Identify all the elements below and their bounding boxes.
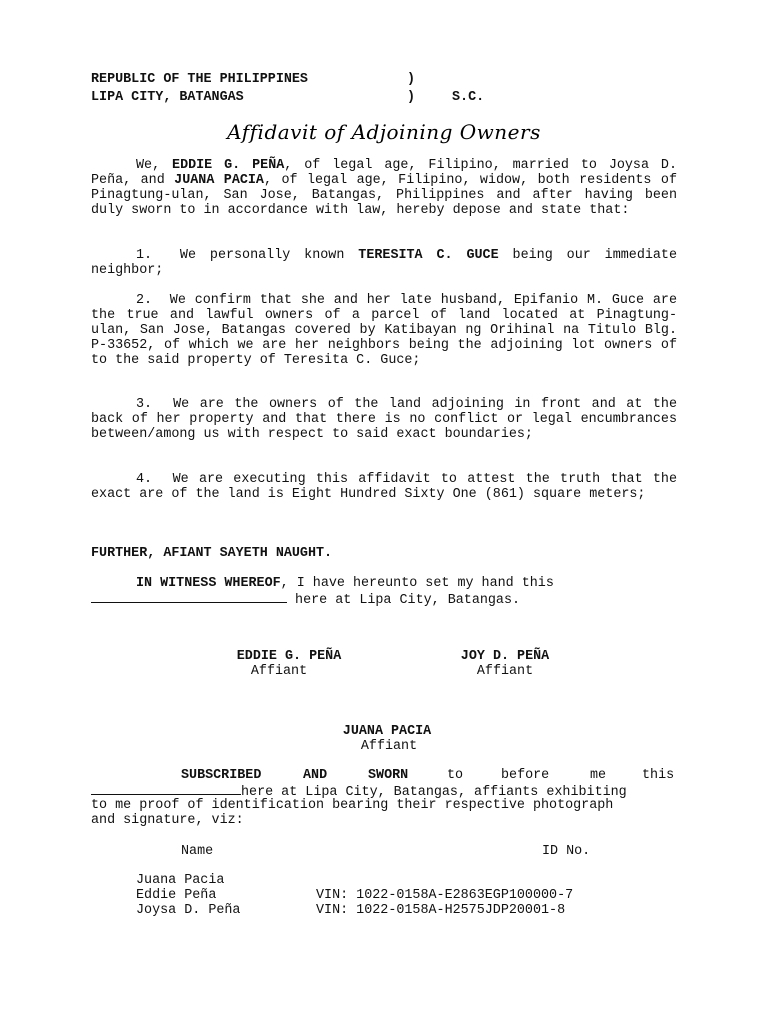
item-3-paragraph <box>91 397 677 442</box>
item-3-text: We are the owners of the land adjoining in front and at the back of her property and that there is no conflict or legal encumbrances between/among us with respect to said exact boundaries; <box>91 397 678 442</box>
jurat-line-2-text: here at Lipa City, Batangas, affiants exhibiting <box>241 785 627 800</box>
signatory-2-name: JOY D. PEÑA <box>460 649 550 664</box>
item-3-number: 3. <box>136 397 153 412</box>
id-row-3-name: Joysa D. Peña <box>136 903 241 918</box>
item-1-text-post: being our immediate neighbor; <box>91 248 678 278</box>
item-1-paragraph <box>91 248 677 278</box>
jurat-me: me <box>590 768 607 783</box>
signatory-1-role: Affiant <box>250 664 308 679</box>
jurat-to: to <box>447 768 464 783</box>
item-2-paragraph <box>91 293 677 368</box>
jurat-date-blank <box>91 783 241 795</box>
header-city: LIPA CITY, BATANGAS <box>91 90 244 105</box>
witness-after-blank: here at Lipa City, Batangas. <box>287 593 521 608</box>
signatory-3-name: JUANA PACIA <box>342 724 432 739</box>
jurat-line-4: and signature, viz: <box>91 813 244 828</box>
item-2-text: We confirm that she and her late husband, Epifanio M. Guce are the true and lawful owners of a parcel of land located at Pinagtung-ulan, San Jose, Batangas covered by Katibayan ng Orihinal na Titulo Blg. P-33652, of which we are her neighbors being the adjoining lot owners of to the said property of Teresita C. Guce; <box>91 293 678 368</box>
jurat-before: before <box>501 768 550 783</box>
header-republic: REPUBLIC OF THE PHILIPPINES <box>91 72 308 87</box>
witness-paragraph <box>91 576 677 608</box>
id-row-2-name: Eddie Peña <box>136 888 217 903</box>
document-title: Affidavit of Adjoining Owners <box>227 120 541 144</box>
item-1-number: 1. <box>136 248 153 263</box>
jurat-line-3: to me proof of identification bearing their respective photograph <box>91 798 614 813</box>
header-bracket-2: ) <box>407 90 416 105</box>
intro-paragraph <box>91 158 677 218</box>
id-row-2-id: VIN: 1022-0158A-E2863EGP100000-7 <box>316 888 574 903</box>
neighbor-name: TERESITA C. GUCE <box>358 248 499 263</box>
item-2-number: 2. <box>136 293 153 308</box>
item-4-number: 4. <box>136 472 153 487</box>
affiant-name-1: EDDIE G. PEÑA <box>172 158 285 173</box>
item-1-text-pre: We personally known <box>179 248 359 263</box>
jurat-this: this <box>642 768 675 783</box>
item-4-paragraph <box>91 472 677 502</box>
id-table-header-name: Name <box>181 844 214 859</box>
further-statement: FURTHER, AFIANT SAYETH NAUGHT. <box>91 546 333 561</box>
witness-text: , I have hereunto set my hand this <box>280 576 554 591</box>
item-4-text: We are executing this affidavit to attest the truth that the exact are of the land is Eight Hundred Sixty One (861) square meters; <box>91 472 677 502</box>
header-sc: S.C. <box>452 90 485 105</box>
intro-text-1: We, <box>136 158 173 173</box>
date-blank-line <box>91 591 287 603</box>
signatory-1-name: EDDIE G. PEÑA <box>236 649 342 664</box>
witness-bold: IN WITNESS WHEREOF <box>136 576 281 591</box>
jurat-sworn: SWORN <box>368 768 409 783</box>
affiant-name-2: JUANA PACIA <box>174 173 264 188</box>
id-row-3-id: VIN: 1022-0158A-H2575JDP20001-8 <box>316 903 566 918</box>
header-bracket-1: ) <box>407 72 416 87</box>
intro-text-3: , of legal age, Filipino, widow, both residents of Pinagtung-ulan, San Jose, Batangas, Philippines and after having been duly sworn to in accordance with law, hereby depose and state that: <box>91 173 677 218</box>
intro-text-2: , of legal age, Filipino, married to Joysa D. Peña, and <box>91 158 677 188</box>
signatory-2-role: Affiant <box>476 664 534 679</box>
jurat-subscribed: SUBSCRIBED <box>181 768 262 783</box>
id-table-header-id: ID No. <box>542 844 591 859</box>
signatory-3-role: Affiant <box>360 739 418 754</box>
jurat-and: AND <box>303 768 328 783</box>
id-row-1-name: Juana Pacia <box>136 873 225 888</box>
